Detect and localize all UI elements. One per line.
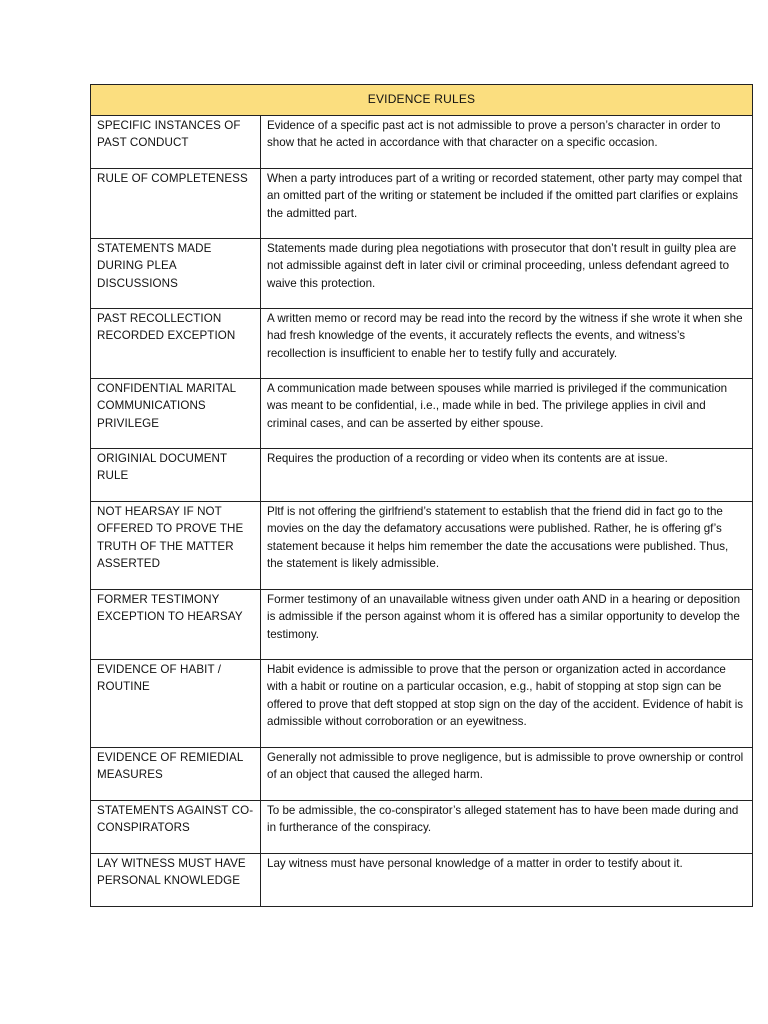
rule-description: Habit evidence is admissible to prove that the person or organization acted in accordance with a habit or routine on a particular occasion, e.g., habit of stopping at stop sign can be offered to prove that deft stopped at stop sign on the day of the accident. Evidence of habit is admissible without corroboration or an eyewitness.	[261, 660, 753, 748]
rule-name: RULE OF COMPLETENESS	[91, 169, 261, 239]
rule-description: Pltf is not offering the girlfriend’s statement to establish that the friend did in fact go to the movies on the day the defamatory accusations were published. Rather, he is offering gf’s statement because it helps him remember the date the accusations were published. Thus, the statement is likely admissible.	[261, 502, 753, 590]
table-row	[91, 660, 753, 748]
rule-name: LAY WITNESS MUST HAVE PERSONAL KNOWLEDGE	[91, 854, 261, 907]
table-header-row	[91, 85, 753, 116]
table-row	[91, 116, 753, 169]
rule-description: Generally not admissible to prove negligence, but is admissible to prove ownership or control of an object that caused the alleged harm.	[261, 748, 753, 801]
rule-name: EVIDENCE OF HABIT / ROUTINE	[91, 660, 261, 748]
evidence-rules-table	[90, 84, 753, 907]
table-row	[91, 449, 753, 502]
rule-name: SPECIFIC INSTANCES OF PAST CONDUCT	[91, 116, 261, 169]
rule-name: EVIDENCE OF REMIEDIAL MEASURES	[91, 748, 261, 801]
table-row	[91, 309, 753, 379]
rule-name: ORIGINIAL DOCUMENT RULE	[91, 449, 261, 502]
table-row	[91, 239, 753, 309]
rule-description: When a party introduces part of a writing or recorded statement, other party may compel that an omitted part of the writing or statement be included if the omitted part clarifies or explains the admitted part.	[261, 169, 753, 239]
table-row	[91, 169, 753, 239]
rule-description: To be admissible, the co-conspirator’s alleged statement has to have been made during and in furtherance of the conspiracy.	[261, 801, 753, 854]
table-row	[91, 854, 753, 907]
rule-description: Former testimony of an unavailable witness given under oath AND in a hearing or deposition is admissible if the person against whom it is offered has a similar opportunity to develop the testimony.	[261, 590, 753, 660]
rule-description: A written memo or record may be read into the record by the witness if she wrote it when she had fresh knowledge of the events, it accurately reflects the events, and witness’s recollection is insufficient to enable her to testify fully and accurately.	[261, 309, 753, 379]
table-title: EVIDENCE RULES	[91, 85, 753, 116]
rule-name: NOT HEARSAY IF NOT OFFERED TO PROVE THE TRUTH OF THE MATTER ASSERTED	[91, 502, 261, 590]
rule-description: Requires the production of a recording or video when its contents are at issue.	[261, 449, 753, 502]
rule-description: Evidence of a specific past act is not admissible to prove a person’s character in order to show that he acted in accordance with that character on a specific occasion.	[261, 116, 753, 169]
rule-name: STATEMENTS MADE DURING PLEA DISCUSSIONS	[91, 239, 261, 309]
table-row	[91, 502, 753, 590]
table-row	[91, 590, 753, 660]
rule-name: STATEMENTS AGAINST CO-CONSPIRATORS	[91, 801, 261, 854]
rule-name: CONFIDENTIAL MARITAL COMMUNICATIONS PRIVILEGE	[91, 379, 261, 449]
table-row	[91, 379, 753, 449]
table-row	[91, 748, 753, 801]
rule-description: A communication made between spouses while married is privileged if the communication was meant to be confidential, i.e., made while in bed. The privilege applies in civil and criminal cases, and can be asserted by either spouse.	[261, 379, 753, 449]
rule-name: FORMER TESTIMONY EXCEPTION TO HEARSAY	[91, 590, 261, 660]
rule-description: Lay witness must have personal knowledge of a matter in order to testify about it.	[261, 854, 753, 907]
rule-description: Statements made during plea negotiations with prosecutor that don’t result in guilty plea are not admissible against deft in later civil or criminal proceeding, unless defendant agreed to waive this protection.	[261, 239, 753, 309]
rule-name: PAST RECOLLECTION RECORDED EXCEPTION	[91, 309, 261, 379]
table-row	[91, 801, 753, 854]
